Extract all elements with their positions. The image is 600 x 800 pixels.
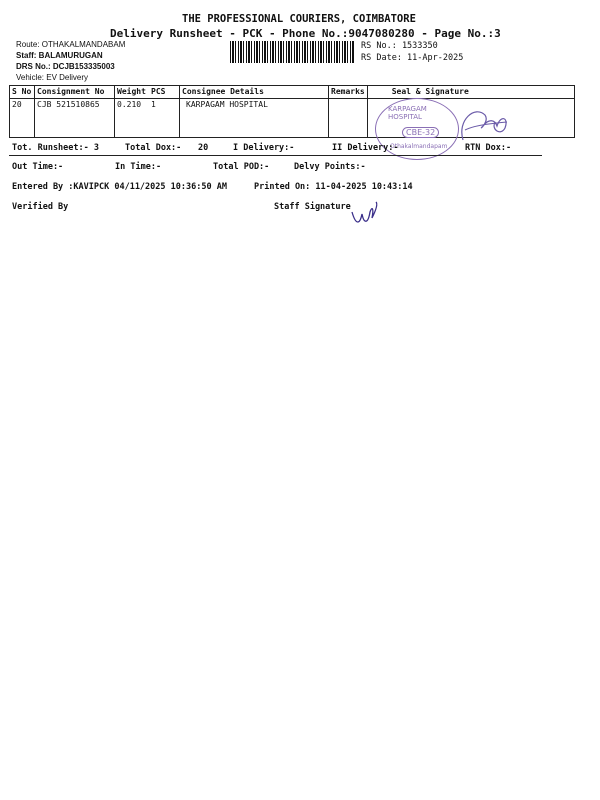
cell-consignee: KARPAGAM HOSPITAL bbox=[180, 99, 329, 138]
cell-sno: 20 bbox=[10, 99, 35, 138]
tot-runsheet: Tot. Runsheet:- 3 bbox=[12, 143, 99, 153]
printed-on: Printed On: 11-04-2025 10:43:14 bbox=[254, 182, 413, 192]
barcode bbox=[230, 41, 354, 63]
cell-pcs: 1 bbox=[149, 99, 180, 138]
in-time: In Time:- bbox=[115, 162, 162, 172]
staff-signature bbox=[348, 198, 388, 230]
entered-by: Entered By :KAVIPCK 04/11/2025 10:36:50 AM bbox=[12, 182, 227, 192]
vehicle-label: Vehicle: EV Delivery bbox=[16, 73, 89, 82]
cell-weight: 0.210 bbox=[115, 99, 150, 138]
runsheet-subtitle: Delivery Runsheet - PCK - Phone No.:9047080280 - Page No.:3 bbox=[110, 27, 501, 40]
header-weight: Weight bbox=[115, 86, 150, 99]
total-dox-label: Total Dox:- bbox=[125, 143, 182, 153]
stamp-name: KARPAGAM HOSPITAL bbox=[388, 105, 427, 121]
cell-consignment: CJB 521510865 bbox=[35, 99, 115, 138]
route-label: Route: OTHAKALMANDABAM bbox=[16, 40, 126, 49]
out-time: Out Time:- bbox=[12, 162, 64, 172]
rtn-dox: RTN Dox:- bbox=[465, 143, 512, 153]
header-remarks: Remarks bbox=[329, 86, 368, 99]
header-consignment: Consignment No bbox=[35, 86, 115, 99]
staff-label: Staff: BALAMURUGAN bbox=[16, 51, 103, 60]
stamp-code: CBE-32 bbox=[402, 127, 439, 138]
divider bbox=[9, 155, 542, 156]
ii-delivery: II Delivery:- bbox=[332, 143, 399, 153]
header-seal: Seal & Signature bbox=[367, 86, 574, 99]
drs-label: DRS No.: DCJB153335003 bbox=[16, 62, 115, 71]
header-sno: S No bbox=[10, 86, 35, 99]
delvy-points: Delvy Points:- bbox=[294, 162, 366, 172]
staff-signature-label: Staff Signature bbox=[274, 202, 351, 212]
table-header-row bbox=[10, 86, 575, 99]
total-pod: Total POD:- bbox=[213, 162, 270, 172]
total-dox-value: 20 bbox=[198, 143, 209, 153]
verified-by: Verified By bbox=[12, 202, 69, 212]
stamp-place: Othakalmandapam bbox=[390, 143, 448, 150]
header-consignee: Consignee Details bbox=[180, 86, 329, 99]
header-pcs: PCS bbox=[149, 86, 180, 99]
cell-remarks bbox=[329, 99, 368, 138]
rs-no-label: RS No.: 1533350 bbox=[361, 41, 438, 51]
company-title: THE PROFESSIONAL COURIERS, COIMBATORE bbox=[182, 13, 416, 25]
rs-date-label: RS Date: 11-Apr-2025 bbox=[361, 53, 464, 63]
i-delivery: I Delivery:- bbox=[233, 143, 295, 153]
